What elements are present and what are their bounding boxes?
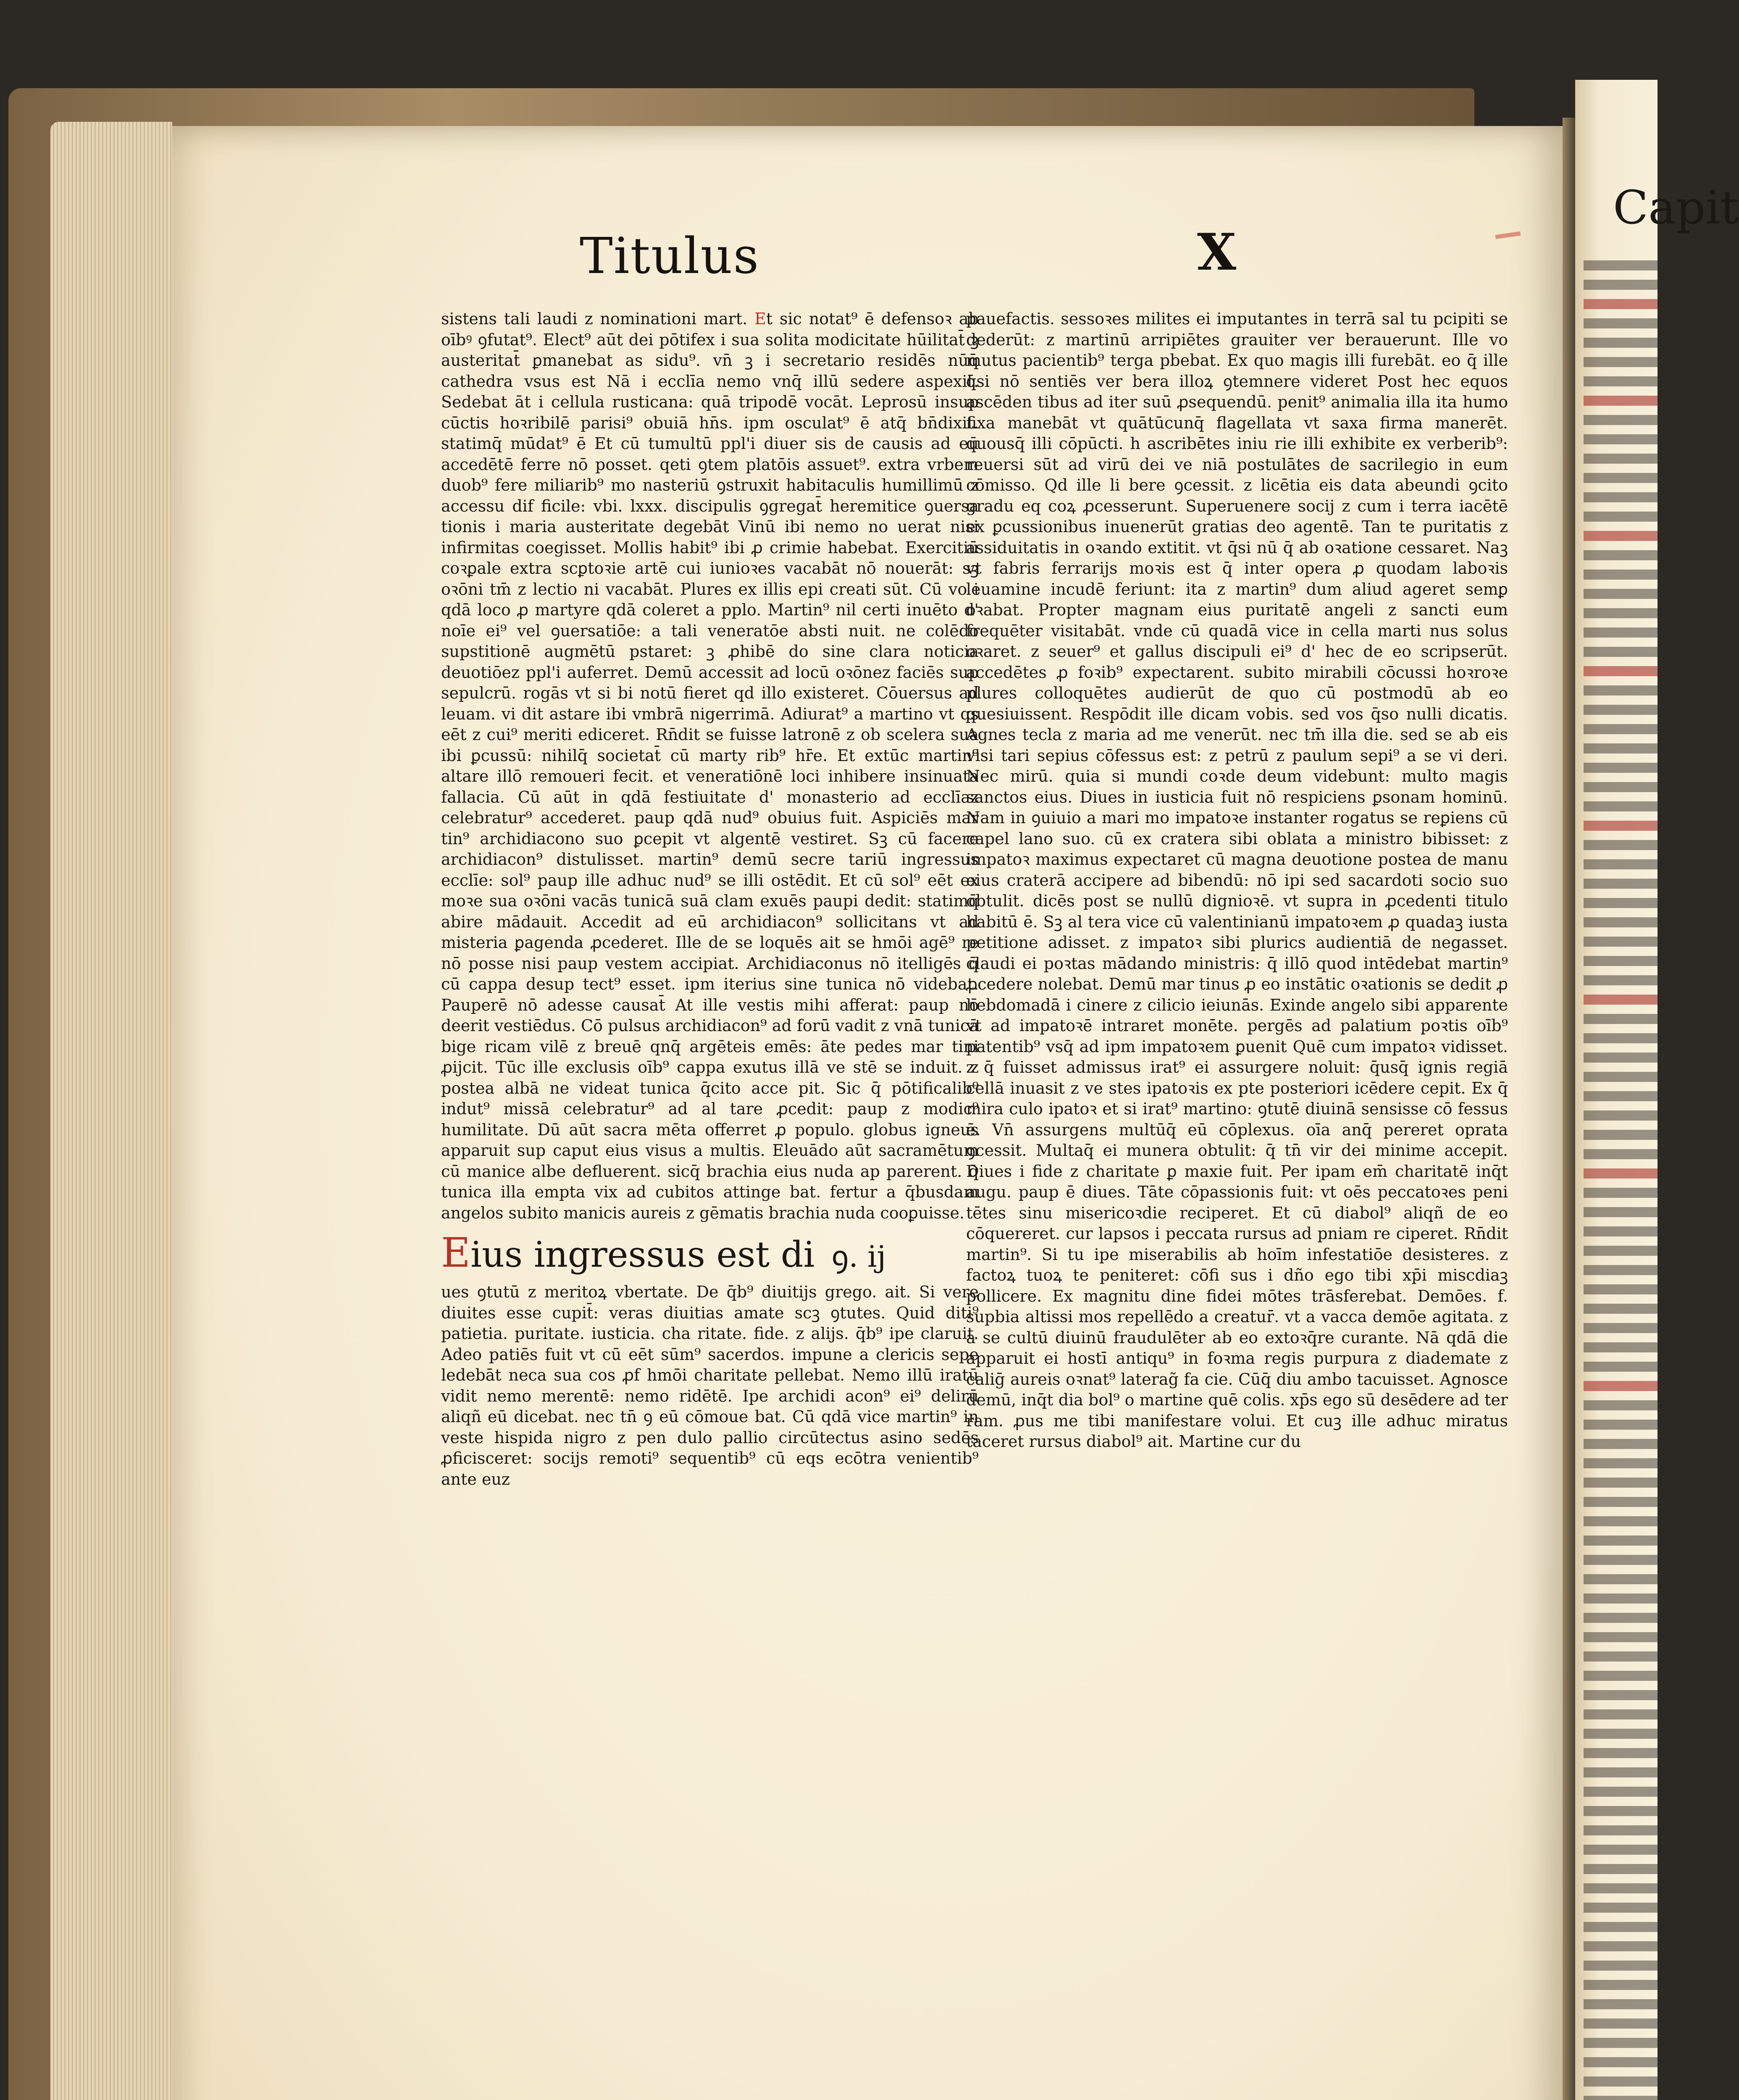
page-edges xyxy=(50,122,172,2100)
heading-folio: ꝯ. ij xyxy=(831,1239,886,1274)
rubric-initial: E xyxy=(754,310,766,328)
running-head: Titulus xyxy=(580,227,760,285)
left-paragraph-1: sistens tali laudi z nominationi mart. Et sic notat⁹ ē defensoꝛ ab oībꝰ ꝯfutat⁹. Elect⁹ aūt dei pōtifex i sua solita modicitate hūilitat̄ ꝫ austeritat̄ ꝑmanebat as sidu⁹. vn̄ ꝫ i secretario residēs nūq̄ cathedra vsus est Nā i ecclīa nemo vnq̄ illū sedere aspexit. Sedebat āt i cellula rusticana: quā tripodē vocāt. Leprosū insup cūctis hoꝛribilē parisi⁹ obuiā hn̄s. ipm osculat⁹ ē atq̄ bn̄dixit. statimq̄ mūdat⁹ ē Et cū tumultū ppl'i diuer sis de causis ad eū accedētē ferre nō posset. qeti ꝯtem platōis assuet⁹. extra vrbem duob⁹ fere miliarib⁹ mo nasteriū ꝯstruxit habitaculis humillimū z accessu dif ficile: vbi. lxxx. discipulis ꝯgregat̄ heremitice ꝯuersa tionis i maria austeritate degebāt Vinū ibi nemo no uerat nisi infirmitas coegisset. Mollis habit⁹ ibi ꝓ crimie habebat. Exercitiū coꝛꝑale extra scꝑtoꝛie artē cui iunioꝛes vacabāt nō nouerāt: sꝫ oꝛōni tm̄ z lectio ni vacabāt. Plures ex illis epi creati sūt. Cū vo i qdā loco ꝓ martyre qdā coleret a pplo. Martin⁹ nil certi inuēto d' noīe ei⁹ vel ꝯuersatiōe: a tali veneratōe absti nuit. ne colēdo supstitionē augmētū pstaret: ꝫ ꝓhibē do sine clara noticia deuotiōez ppl'i auferret. Demū accessit ad locū oꝛōnez faciēs sup sepulcrū. rogās vt si bi notū fieret qd illo existeret. Cōuersus ad leuam. vi dit astare ibi vmbrā nigerrimā. Adiurat⁹ a martino vt qs eēt z cui⁹ meriti ediceret. Rn̄dit se fuisse latronē z ob scelera sua ibi ꝑcussū: nihilq̄ societat̄ cū marty rib⁹ hr̄e. Et extūc martin⁹ altare illō remoueri fecit. et veneratiōnē loci inhibere insinuata fallacia. Cū aūt in qdā festiuitate d' monasterio ad ecclīaz celebratur⁹ accederet. paup qdā nud⁹ obuius fuit. Aspiciēs mar tin⁹ archidiacono suo ꝑcepit vt algentē vestiret. Sꝫ cū facere archidiacon⁹ distulisset. martin⁹ demū secre tariū ingressus ecclīe: sol⁹ paup ille adhuc nud⁹ se illi ostēdit. Et cū sol⁹ eēt ex moꝛe sua oꝛōni vacās tunicā suā clam exuēs paupi dedit: statimq̄ abire mādauit. Accedit ad eū archidiacon⁹ sollicitans vt ad misteria ꝑagenda ꝓcederet. Ille de se loquēs ait se hmōi agē⁹ re nō posse nisi paup vestem accipiat. Archidiaconus nō itelligēs q̄ cū cappa desup tect⁹ esset. ipm iterius sine tunica nō videbat. Pauperē nō adesse causat̄ At ille vestis mihi afferat: paup nō deerit vestiēdus. Cō pulsus archidiacon⁹ ad forū vadit z vnā tunicā bige ricam vilē z breuē qnq̄ argēteis emēs: āte pedes mar tini ꝓijcit. Tūc ille exclusis oīb⁹ cappa exutus illā ve stē se induit. z postea albā ne videat tunica q̄cito acce pit. Sic q̄ pōtificalib⁹ indut⁹ missā celebratur⁹ ad al tare ꝓcedit: paup z modic⁹ humilitate. Dū aūt sacra mēta offerret ꝓ populo. globus igneus apparuit sup caput eius visus a multis. Eleuādo aūt sacramētum cū manice albe defluerent. sicq̄ brachia eius nuda ap parerent. q̄ tunica illa empta vix ad cubitos attinge bat. fertur a q̄busdam angelos subito manicis aureis z gēmatis brachia nuda cooꝑuisse. xyxy=(441,310,979,1222)
left-paragraph-2: ues ꝯtutū z meritoꝝ vbertate. De q̄b⁹ diuitijs grego. ait. Si vere diuites esse cupit̄: veras diuitias amate scꝫ ꝯtutes. Quid diti⁹ patietia. puritate. iusticia. cha ritate. fide. z alijs. q̄b⁹ ipe claruit. Adeo patiēs fuit vt cū eēt sūm⁹ sacerdos. impune a clericis sepe ledebāt neca sua cos ꝓf hmōi charitate pellebat. Nemo illū iratū vidit nemo merentē: nemo ridētē. Ipe archidi acon⁹ ei⁹ delirū aliqñ eū dicebat. nec tn̄ ꝯ eū cōmoue bat. Cū qdā vice martin⁹ in veste hispida nigro z pen dulo pallio circūtectus asino sedēs ꝓficisceret: socijs remoti⁹ sequentib⁹ cū eqs ecōtra venientib⁹ ante euz xyxy=(441,1283,979,1488)
facing-page-text xyxy=(1584,260,1658,2100)
right-paragraph: pauefactis. sessoꝛes milites ei imputantes in terrā sal tu pcipiti se dederūt: z martinū arripiētes grauiter ver berauerunt. Ille vo mutus pacientib⁹ terga pbebat. Ex quo magis illi furebāt. eo q̄ ille q̄si nō sentiēs ver bera illoꝝ ꝯtemnere videret Post hec equos ascēden tibus ad iter suū ꝓsequendū. penit⁹ animalia illa ita humo fixa manebāt vt quātūcunq̄ flagellata vt saxa firma manerēt. quousq̄ illi cōpūcti. h ascribētes iniu rie illi exhibite ex verberib⁹: reuersi sūt ad virū dei ve niā postulātes de sacrilegio in eum cōmisso. Qd ille li bere ꝯcessit. z licētia eis data abeundi ꝯcito gradu eq coꝝ ꝓcesserunt. Superuenere socij z cum i terra iacētē ex ꝑcussionibus inuenerūt gratias deo agentē. Tan te puritatis z assiduitatis in oꝛando extitit. vt q̄si nū q̄ ab oꝛatione cessaret. Naꝫ vt fabris ferrarijs moꝛis est q̄ inter opera ꝓ quodam laboꝛis leuamine incudē feriunt: ita z martin⁹ dum aliud ageret semꝑ oꝛabat. Propter magnam eius puritatē angeli z sancti eum frequēter visitabāt. vnde cū quadā vice in cella marti nus solus oꝛaret. z seuer⁹ et gallus discipuli ei⁹ d' hec de eo scripserūt. accedētes ꝓ foꝛib⁹ expectarent. subito mirabili cōcussi hoꝛroꝛe plures colloquētes audierūt de quo cū postmodū ab eo quesiuissent. Respōdit ille dicam vobis. sed vos q̄so nulli dicatis. Agnes tecla z maria ad me venerūt. nec tm̄ illa die. sed se ab eis visi tari sepius cōfessus est: z petrū z paulum sepi⁹ a se vi deri. Nec mirū. quia si mundi coꝛde deum videbunt: multo magis sanctos eius. Diues in iusticia fuit nō respiciens ꝑsonam hominū. Nam in ꝯuiuio a mari mo impatoꝛe instanter rogatus se reꝑiens cū capel lano suo. cū ex cratera sibi oblata a ministro bibisset: z impatoꝛ maximus expectaret cū magna deuotione postea de manu eius craterā accipere ad bibendū: nō ipi sed sacardoti socio suo obtulit. dicēs post se nullū dignioꝛē. vt supra in ꝓcedenti titulo habitū ē. Sꝫ al tera vice cū valentinianū impatoꝛem ꝓ quadaꝫ iusta petitione adisset. z impatoꝛ sibi plurics audientiā de negasset. claudi ei poꝛtas mādando ministris: q̄ illō quod intēdebat martin⁹ ꝓcedere nolebat. Demū mar tinus ꝓ eo instātic oꝛationis se dedit ꝓ hebdomadā i cinere z cilicio ieiunās. Exinde angelo sibi apparente vt ad impatoꝛē intraret monēte. pergēs ad palatium poꝛtis oīb⁹ patentib⁹ vsq̄ ad ipm impatoꝛem ꝑuenit Quē cum impatoꝛ vidisset. z q̄ fuisset admissus irat⁹ ei assurgere noluit: q̄usq̄ ignis regiā cellā inuasit z ve stes ipatoꝛis ex pte posteriori icēdere cepit. Ex q̄ mira culo ipatoꝛ et si irat⁹ martino: ꝯtutē diuinā sensisse cō fessus ē. Vn̄ assurgens multūq̄ eū cōplexus. oīa anq̄ pereret oprata ꝯcessit. Multaq̄ ei munera obtulit: q̄ tn̄ vir dei minime accepit. Diues i fide z charitate ꝑ maxie fuit. Per ipam em̄ charitatē inq̄t augu. paup ē diues. Tāte cōpassionis fuit: vt oēs peccatoꝛes peni tētes sinu misericoꝛdie reciperet. Et cū diabol⁹ aliqñ de eo cōquereret. cur lapsos i peccata rursus ad pniam re ciperet. Rn̄dit martin⁹. Si tu ipe miserabilis ab hoīm infestatiōe desisteres. z factoꝝ tuoꝝ te peniteret: cōfi sus i dño ego tibi xp̄i miscdiaꝫ pollicere. Ex magnitu dine fidei mōtes trāsferebat. Demōes. f. supbia altissi mos repellēdo a creatur̄. vt a vacca demōe agitata. z a se cultū diuinū fraudulēter ab eo extoꝛq̄re curante. Nā qdā die apparuit ei hostī antiqu⁹ in foꝛma regis purpura z diademate z caliḡ aureis oꝛnat⁹ laterag̃ fa cie. Cūq̄ diu ambo tacuisset. Agnosce demū, inq̄t dia bol⁹ o martine quē colis. xp̄s ego sū desēdere ad ter ram. ꝓus me tibi manifestare volui. Et cuꝫ ille adhuc miratus taceret rursus diabol⁹ ait. Martine cur du xyxy=(966,310,1508,1451)
running-number: X xyxy=(1197,223,1237,282)
right-column xyxy=(966,309,1508,1452)
heading-text: ius ingressus est di xyxy=(470,1234,815,1275)
facing-page-strip xyxy=(1575,80,1739,2100)
left-column xyxy=(441,309,979,1490)
facing-page-head: Capit xyxy=(1613,181,1739,234)
section-heading xyxy=(441,1229,979,1278)
heading-initial: E xyxy=(441,1229,471,1276)
